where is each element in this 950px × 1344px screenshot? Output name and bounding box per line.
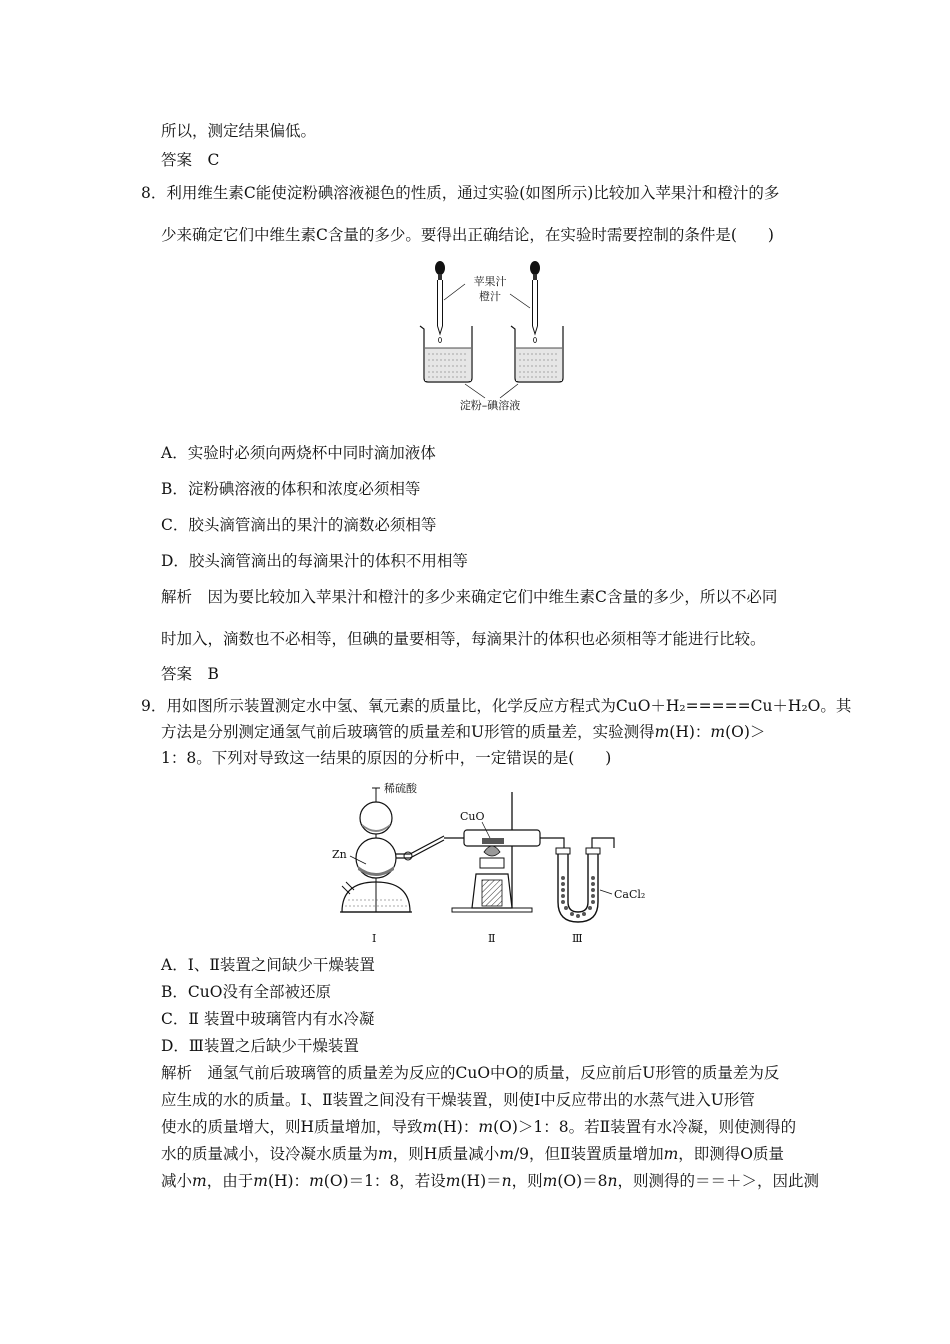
explanation-line: 时加入，滴数也不必相等，但碘的量要相等，每滴果汁的体积也必须相等才能进行比较。 — [161, 630, 766, 648]
option-d: D．胶头滴管滴出的每滴果汁的体积不用相等 — [161, 552, 468, 570]
explanation-line: 解析 通氢气前后玻璃管的质量差为反应的CuO中O的质量，反应前后U形管的质量差为反 — [161, 1064, 780, 1082]
option-b: B．CuO没有全部被还原 — [161, 983, 331, 1001]
text-span: (H)： — [267, 1172, 310, 1190]
option-d: D．Ⅲ装置之后缺少干燥装置 — [161, 1037, 359, 1055]
text-span: ，则 — [511, 1172, 543, 1190]
label-cacl2: CaCl₂ — [614, 888, 646, 901]
text-span: 使水的质量增大，则H质量增加，导致 — [161, 1118, 423, 1136]
text-span: m — [663, 1145, 679, 1163]
label-orange-juice: 橙汁 — [479, 290, 501, 303]
label-station-3: Ⅲ — [572, 932, 583, 945]
text-span: m — [710, 723, 726, 741]
text-span: 减小 — [161, 1172, 193, 1190]
label-cuo: CuO — [460, 810, 485, 823]
text-span: (O)＝8 — [557, 1172, 608, 1190]
text-span: m — [478, 1118, 494, 1136]
text-span: (H)： — [669, 723, 711, 741]
answer-line: 答案 B — [161, 665, 219, 683]
text-span: m — [542, 1172, 558, 1190]
label-starch-iodine: 淀粉–碘溶液 — [459, 399, 521, 412]
text-span: m — [309, 1172, 324, 1190]
explanation-line — [161, 1144, 784, 1164]
explanation-line: 解析 因为要比较加入苹果汁和橙汁的多少来确定它们中维生素C含量的多少，所以不必同 — [161, 588, 778, 606]
text-span: m — [654, 723, 670, 741]
text-span: (O)＞ — [725, 723, 766, 741]
text-span: ，即测得O质量 — [678, 1145, 784, 1163]
option-a: A．实验时必须向两烧杯中同时滴加液体 — [161, 444, 436, 462]
option-c: C．胶头滴管滴出的果汁的滴数必须相等 — [161, 516, 437, 534]
text-span: ，由于 — [206, 1172, 254, 1190]
text-line: 所以，测定结果偏低。 — [161, 122, 317, 140]
option-a: A．Ⅰ、Ⅱ装置之间缺少干燥装置 — [161, 956, 375, 974]
text-span: m — [253, 1172, 268, 1190]
explanation-line — [161, 1117, 796, 1137]
text-span: m — [445, 1172, 461, 1190]
text-span: m — [499, 1145, 514, 1163]
question-9-stem: 9．用如图所示装置测定水中氢、氧元素的质量比，化学反应方程式为CuO＋H₂=====Cu＋H₂O。其 — [141, 697, 852, 715]
text-span: (O)＞1：8。若Ⅱ装置有水冷凝，则使测得的 — [493, 1118, 797, 1136]
text-span: 方法是分别测定通氢气前后玻璃管的质量差和U形管的质量差，实验测得 — [161, 723, 655, 741]
question-9-stem: 1：8。下列对导致这一结果的原因的分析中，一定错误的是( ) — [161, 749, 612, 767]
figure-apparatus — [332, 782, 652, 947]
text-span: m — [422, 1118, 438, 1136]
answer-line: 答案 C — [161, 151, 220, 169]
text-span: (O)＝1：8，若设 — [323, 1172, 446, 1190]
text-span: (H)： — [437, 1118, 479, 1136]
text-span: n — [607, 1172, 618, 1190]
option-b: B．淀粉碘溶液的体积和浓度必须相等 — [161, 480, 421, 498]
text-span: 水的质量减小，设冷凝水质量为 — [161, 1145, 379, 1163]
text-span: (H)＝ — [460, 1172, 502, 1190]
question-8-stem: 8．利用维生素C能使淀粉碘溶液褪色的性质，通过实验(如图所示)比较加入苹果汁和橙汁的多 — [141, 184, 780, 202]
text-span: ，则H质量减小 — [392, 1145, 500, 1163]
explanation-line — [161, 1171, 819, 1191]
label-station-1: Ⅰ — [372, 932, 377, 945]
question-8-stem: 少来确定它们中维生素C含量的多少。要得出正确结论，在实验时需要控制的条件是( ) — [161, 226, 774, 244]
label-apple-juice: 苹果汁 — [473, 275, 507, 288]
question-9-stem — [161, 722, 765, 742]
text-span: n — [501, 1172, 512, 1190]
text-span: m — [378, 1145, 393, 1163]
label-zn: Zn — [332, 848, 347, 861]
option-c: C．Ⅱ 装置中玻璃管内有水冷凝 — [161, 1010, 375, 1028]
figure-beakers — [410, 256, 570, 416]
text-span: /9，但Ⅱ装置质量增加 — [513, 1145, 664, 1163]
label-station-2: Ⅱ — [488, 932, 496, 945]
label-dilute-acid: 稀硫酸 — [384, 782, 417, 795]
text-span: m — [192, 1172, 207, 1190]
text-span: ，则测得的＝＝＋＞，因此测 — [617, 1172, 819, 1190]
explanation-line: 应生成的水的质量。Ⅰ、Ⅱ装置之间没有干燥装置，则使Ⅰ中反应带出的水蒸气进入U形管 — [161, 1091, 755, 1109]
